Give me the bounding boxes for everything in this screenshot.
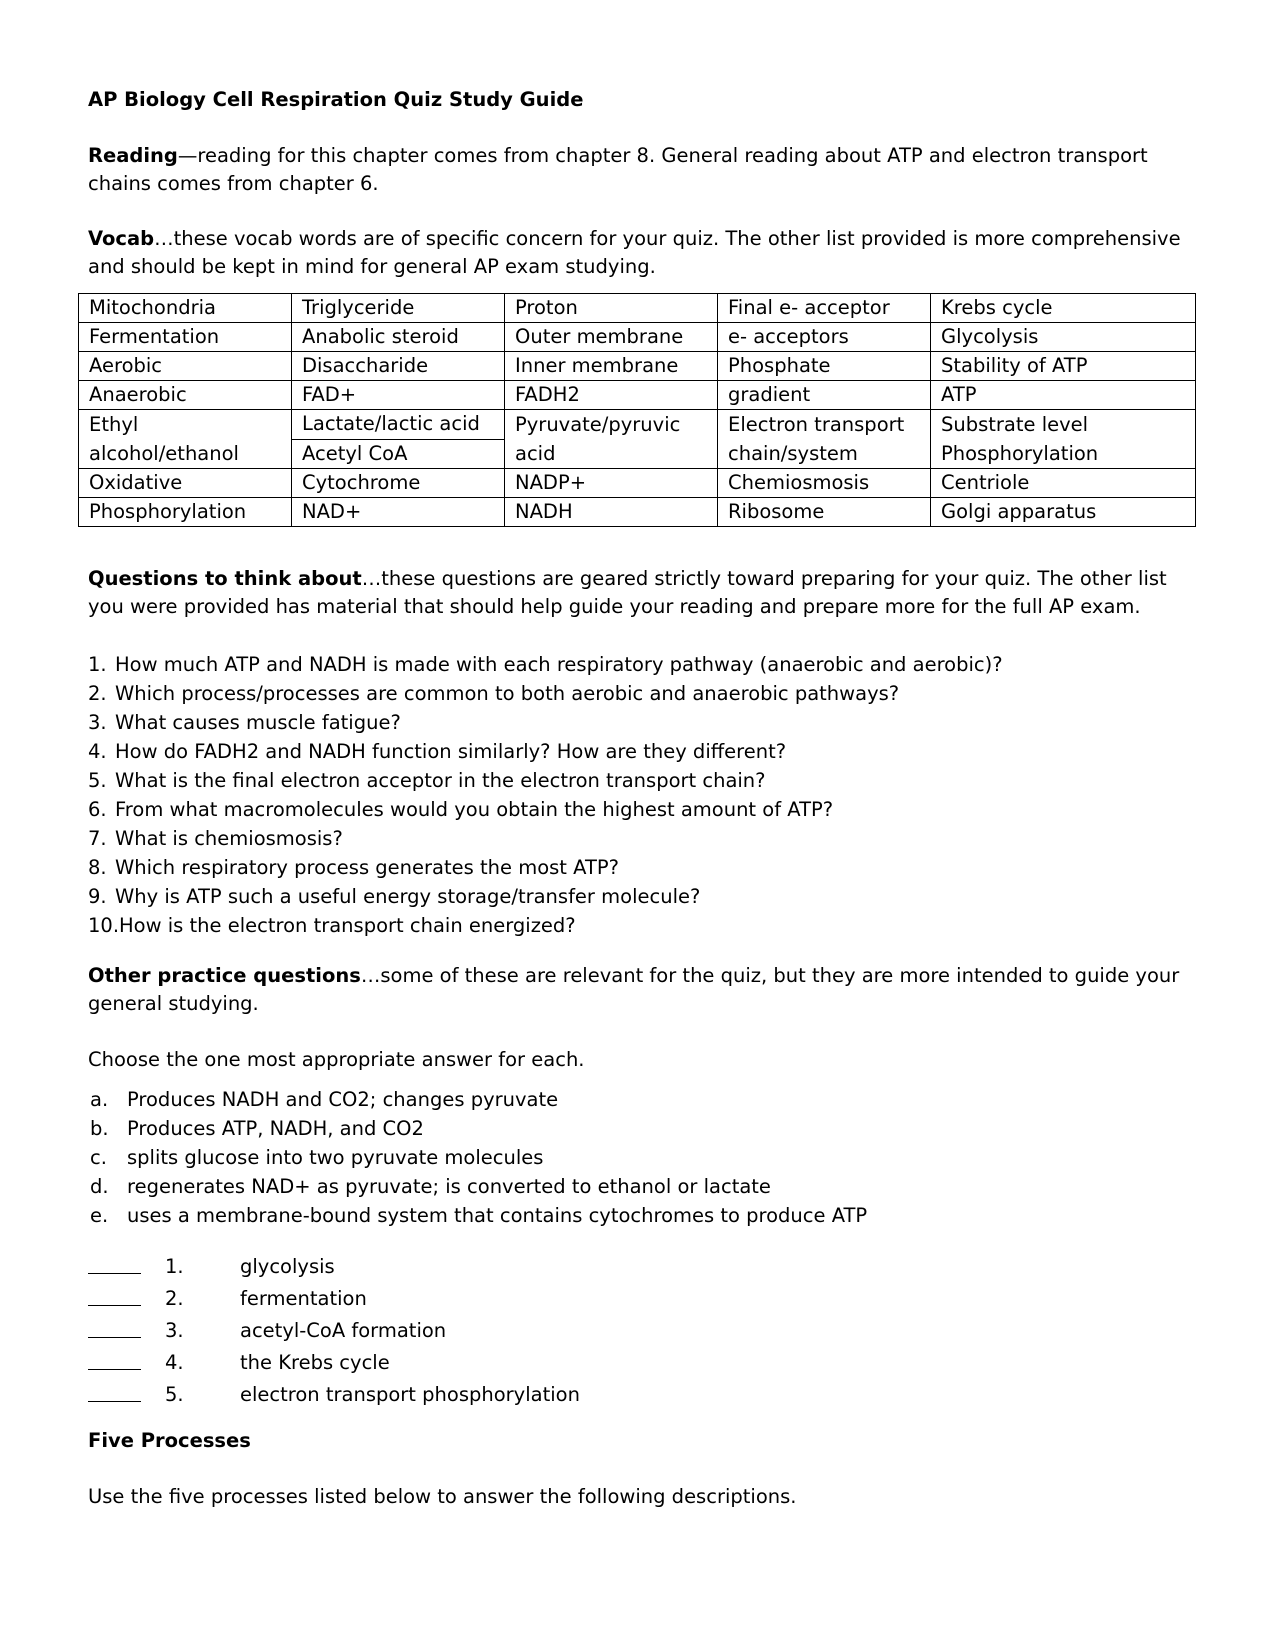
list-item: 1. How much ATP and NADH is made with each respiratory pathway (anaerobic and aerobic)? <box>88 653 1003 676</box>
answer-blank[interactable] <box>88 1251 141 1274</box>
reading-paragraph-line2: chains comes from chapter 6. <box>88 172 379 195</box>
list-item: 7. What is chemiosmosis? <box>88 827 343 850</box>
vocab-cell: Disaccharide <box>292 352 505 381</box>
list-item: 1. glycolysis <box>88 1251 141 1283</box>
questions-paragraph-line2: you were provided has material that should help guide your reading and prepare more for the full AP exam. <box>88 595 1141 618</box>
vocab-cell: Final e- acceptor <box>718 294 931 323</box>
table-row <box>79 381 1196 410</box>
other-paragraph-line1: Other practice questions…some of these are relevant for the quiz, but they are more intended to guide your <box>88 964 1180 987</box>
table-row <box>79 498 1196 527</box>
table-row <box>79 323 1196 352</box>
list-item: 5. electron transport phosphorylation <box>88 1379 141 1411</box>
vocab-cell: Anaerobic <box>79 381 292 410</box>
vocab-cell: Phosphorylation <box>79 498 292 527</box>
list-item: e. uses a membrane-bound system that contains cytochromes to produce ATP <box>90 1204 868 1227</box>
vocab-cell: Electron transport chain/system <box>718 410 931 469</box>
vocab-cell: Mitochondria <box>79 294 292 323</box>
vocab-cell: FADH2 <box>505 381 718 410</box>
answer-blank[interactable] <box>88 1379 141 1402</box>
list-item: 10.How is the electron transport chain energized? <box>88 914 576 937</box>
vocab-cell: Substrate level Phosphorylation <box>931 410 1196 469</box>
vocab-cell: Golgi apparatus <box>931 498 1196 527</box>
vocab-cell: Anabolic steroid <box>292 323 505 352</box>
list-item: a. Produces NADH and CO2; changes pyruvate <box>90 1088 559 1111</box>
list-item: 8. Which respiratory process generates the most ATP? <box>88 856 619 879</box>
list-item: 3. What causes muscle fatigue? <box>88 711 401 734</box>
vocab-cell: Cytochrome <box>292 469 505 498</box>
vocab-cell: Glycolysis <box>931 323 1196 352</box>
vocab-cell: Fermentation <box>79 323 292 352</box>
list-item: 9. Why is ATP such a useful energy storage/transfer molecule? <box>88 885 701 908</box>
choose-instruction: Choose the one most appropriate answer for each. <box>88 1048 585 1071</box>
vocab-paragraph-line2: and should be kept in mind for general AP exam studying. <box>88 255 656 278</box>
vocab-cell: ATP <box>931 381 1196 410</box>
vocab-cell: Pyruvate/pyruvic acid <box>505 410 718 469</box>
vocab-cell: Acetyl CoA <box>292 439 505 469</box>
answer-choices <box>90 1085 867 1230</box>
table-row <box>79 469 1196 498</box>
vocab-cell: Ribosome <box>718 498 931 527</box>
list-item: 5. What is the final electron acceptor in the electron transport chain? <box>88 769 766 792</box>
vocab-cell: Outer membrane <box>505 323 718 352</box>
list-item: b. Produces ATP, NADH, and CO2 <box>90 1117 424 1140</box>
vocab-cell: Ethyl alcohol/ethanol <box>79 410 292 469</box>
vocab-cell: Proton <box>505 294 718 323</box>
vocab-cell: NADH <box>505 498 718 527</box>
list-item: c. splits glucose into two pyruvate molecules <box>90 1146 544 1169</box>
vocab-paragraph-line1: Vocab…these vocab words are of specific concern for your quiz. The other list provided is more comprehensive <box>88 227 1181 250</box>
table-row <box>79 294 1196 323</box>
questions-paragraph-line1: Questions to think about…these questions are geared strictly toward preparing for your quiz. The other list <box>88 567 1167 590</box>
vocab-cell: e- acceptors <box>718 323 931 352</box>
vocab-cell: gradient <box>718 381 931 410</box>
answer-blank[interactable] <box>88 1347 141 1370</box>
table-row <box>79 410 1196 440</box>
vocab-cell: Inner membrane <box>505 352 718 381</box>
list-item: 3. acetyl-CoA formation <box>88 1315 141 1347</box>
page-title: AP Biology Cell Respiration Quiz Study Guide <box>88 88 584 111</box>
vocab-cell: Lactate/lactic acid <box>292 410 505 440</box>
table-row <box>79 352 1196 381</box>
list-item: 4. the Krebs cycle <box>88 1347 141 1379</box>
vocab-cell: Aerobic <box>79 352 292 381</box>
answer-blank[interactable] <box>88 1283 141 1306</box>
vocab-cell: Krebs cycle <box>931 294 1196 323</box>
vocab-cell: NADP+ <box>505 469 718 498</box>
five-processes-heading: Five Processes <box>88 1429 251 1452</box>
list-item: 2. fermentation <box>88 1283 141 1315</box>
list-item: 6. From what macromolecules would you obtain the highest amount of ATP? <box>88 798 834 821</box>
vocab-cell: Phosphate <box>718 352 931 381</box>
reading-paragraph-line1: Reading—reading for this chapter comes from chapter 8. General reading about ATP and electron transport <box>88 144 1148 167</box>
vocab-cell: Triglyceride <box>292 294 505 323</box>
list-item: 4. How do FADH2 and NADH function similarly? How are they different? <box>88 740 787 763</box>
other-paragraph-line2: general studying. <box>88 992 259 1015</box>
vocab-cell: NAD+ <box>292 498 505 527</box>
vocab-cell: Oxidative <box>79 469 292 498</box>
vocab-cell: Chemiosmosis <box>718 469 931 498</box>
vocab-cell: Stability of ATP <box>931 352 1196 381</box>
answer-blank[interactable] <box>88 1315 141 1338</box>
matching-list <box>88 1251 580 1411</box>
vocab-cell: Centriole <box>931 469 1196 498</box>
questions-list <box>88 650 1003 940</box>
vocab-cell: FAD+ <box>292 381 505 410</box>
list-item: 2. Which process/processes are common to both aerobic and anaerobic pathways? <box>88 682 900 705</box>
list-item: d. regenerates NAD+ as pyruvate; is converted to ethanol or lactate <box>90 1175 771 1198</box>
vocab-table <box>78 293 1196 527</box>
five-processes-instruction: Use the five processes listed below to answer the following descriptions. <box>88 1485 797 1508</box>
